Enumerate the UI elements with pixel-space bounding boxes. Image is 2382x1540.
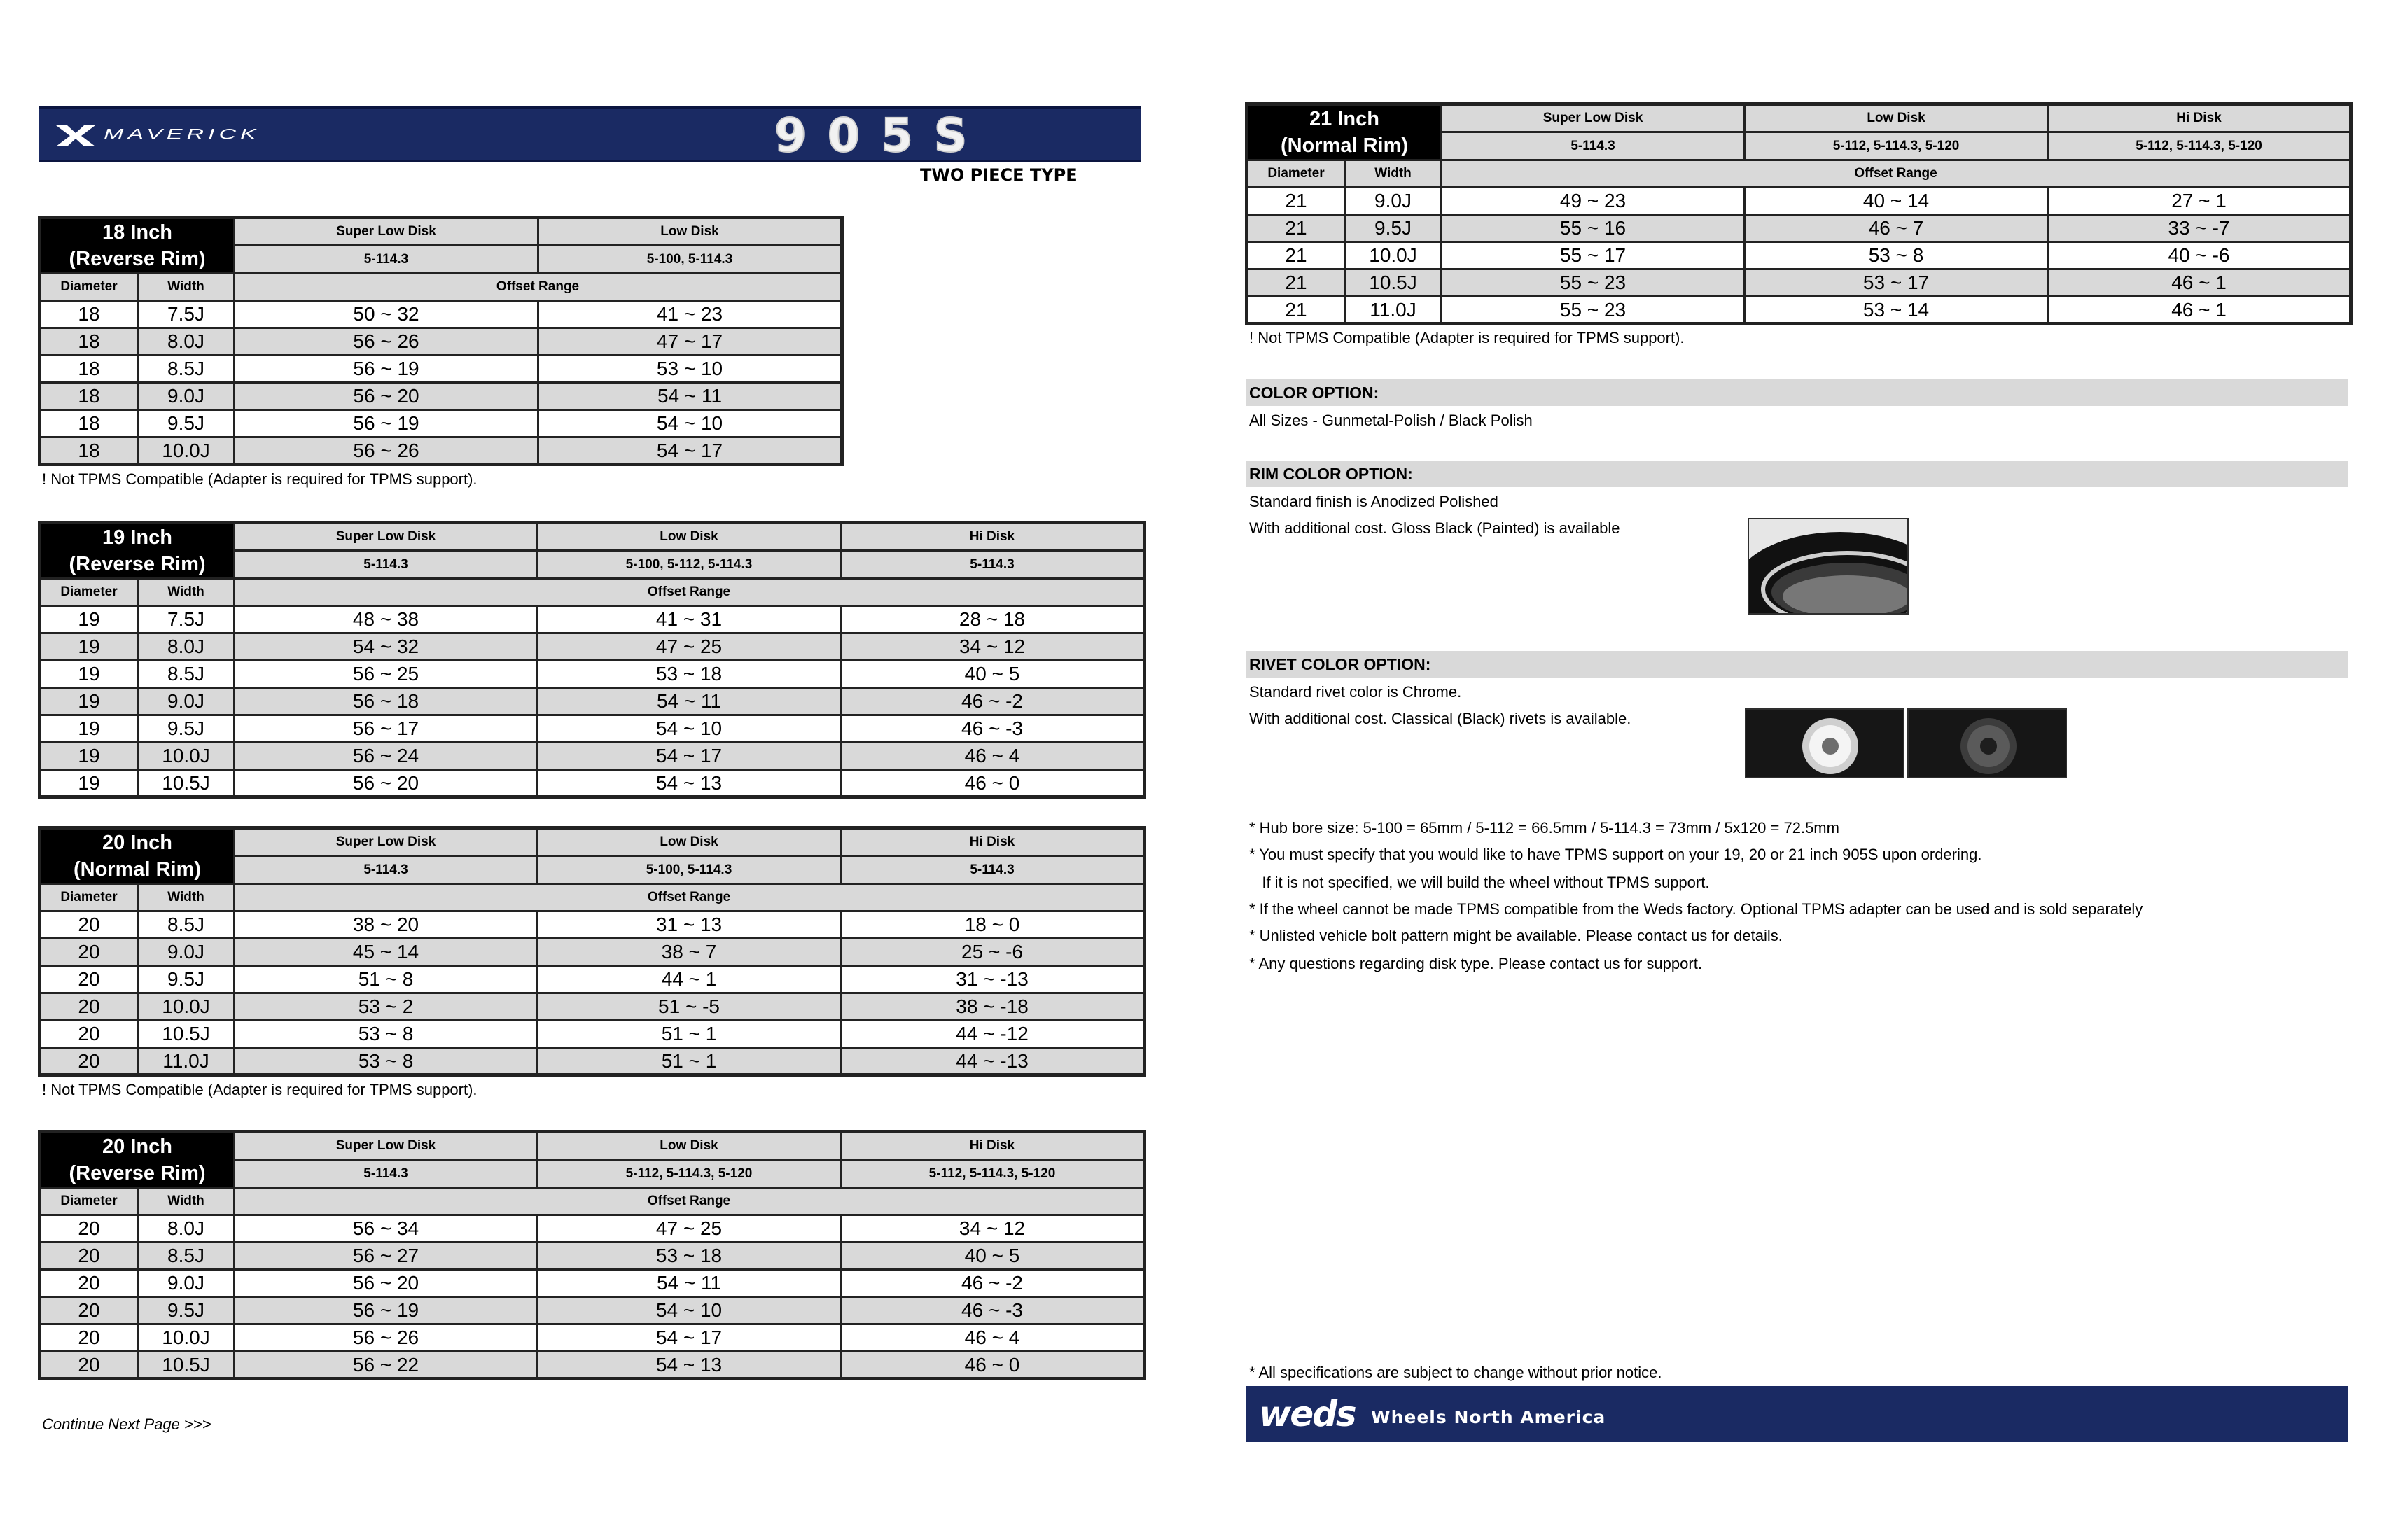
tpms-note-21: ! Not TPMS Compatible (Adapter is required for TPMS support). [1249,329,1685,346]
table-row [40,770,1145,797]
col-header-diameter: Diameter [1247,160,1345,188]
col-header-offset-range: Offset Range [1442,160,2351,188]
table-cell: 53 ~ 8 [235,1021,538,1048]
table-cell: 47 ~ 25 [538,1215,841,1242]
table-cell: 44 ~ -12 [841,1021,1145,1048]
col-header-width: Width [138,1188,235,1215]
table-cell: 9.0J [138,1270,235,1297]
table-cell: 21 [1247,242,1345,270]
table-cell: 34 ~ 12 [841,634,1145,661]
table-row [40,1324,1145,1352]
table-cell: 46 ~ 4 [841,1324,1145,1352]
table-cell: 19 [40,743,138,770]
table-cell: 41 ~ 31 [538,606,841,634]
table-cell: 19 [40,661,138,688]
table-cell: 19 [40,606,138,634]
table-cell: 46 ~ 0 [841,1352,1145,1379]
table-cell: 54 ~ 17 [538,1324,841,1352]
table-cell: 9.0J [138,688,235,715]
pcd-hi: 5-114.3 [841,856,1145,884]
col-header-low: Low Disk [538,1132,841,1160]
pcd-low: 5-100, 5-114.3 [538,856,841,884]
table-cell: 56 ~ 34 [235,1215,538,1242]
black-rivet-image [1907,708,2067,778]
table-cell: 20 [40,1352,138,1379]
table-row [40,966,1145,993]
col-header-hi: Hi Disk [841,1132,1145,1160]
table-cell: 46 ~ 1 [2048,297,2351,324]
table-cell: 27 ~ 1 [2048,188,2351,215]
col-header-low: Low Disk [538,523,841,551]
table-cell: 56 ~ 26 [235,328,538,356]
table-row [40,1242,1145,1270]
table-cell: 10.5J [138,1021,235,1048]
table-cell: 18 [40,328,138,356]
pcd-low: 5-100, 5-112, 5-114.3 [538,551,841,579]
col-header-super-low: Super Low Disk [235,828,538,856]
footnote-tpms-adapter: * If the wheel cannot be made TPMS compatible from the Weds factory. Optional TPMS adapter can be used and is sold separately [1249,900,2143,918]
table-cell: 20 [40,1270,138,1297]
pcd-super-low: 5-114.3 [235,246,538,274]
table-cell: 18 [40,301,138,328]
table-cell: 56 ~ 20 [235,383,538,410]
table-cell: 38 ~ 20 [235,911,538,939]
table-cell: 56 ~ 26 [235,1324,538,1352]
table-row [40,661,1145,688]
table-row [40,383,842,410]
table-cell: 8.5J [138,1242,235,1270]
table-cell: 54 ~ 17 [538,438,842,465]
table-row [40,993,1145,1021]
table-row [40,634,1145,661]
footnote-bolt-pattern: * Unlisted vehicle bolt pattern might be available. Please contact us for details. [1249,927,1783,944]
table-title: 20 Inch (Reverse Rim) [40,1132,235,1188]
table-cell: 10.0J [1345,242,1442,270]
spec-table-20-inch-normal [38,826,1146,1077]
table-cell: 54 ~ 10 [538,715,841,743]
table-cell: 31 ~ -13 [841,966,1145,993]
table-row [40,1297,1145,1324]
table-cell: 54 ~ 10 [538,410,842,438]
table-cell: 20 [40,993,138,1021]
footer-banner [1246,1386,2348,1442]
table-cell: 21 [1247,215,1345,242]
footnote-disk-type: * Any questions regarding disk type. Please contact us for support. [1249,955,1702,972]
table-cell: 8.0J [138,634,235,661]
table-cell: 10.0J [138,1324,235,1352]
table-cell: 55 ~ 16 [1442,215,1745,242]
table-cell: 53 ~ 10 [538,356,842,383]
spec-table-20-inch-reverse [38,1130,1146,1380]
col-header-offset-range: Offset Range [235,579,1145,606]
table-cell: 56 ~ 27 [235,1242,538,1270]
table-row [40,328,842,356]
pcd-hi: 5-112, 5-114.3, 5-120 [2048,132,2351,160]
pcd-super-low: 5-114.3 [235,551,538,579]
table-cell: 8.5J [138,356,235,383]
continue-next-page: Continue Next Page >>> [42,1415,211,1433]
col-header-hi: Hi Disk [841,523,1145,551]
table-cell: 18 [40,438,138,465]
table-row [40,301,842,328]
table-cell: 20 [40,966,138,993]
maverick-x-icon [55,124,97,148]
table-cell: 46 ~ 4 [841,743,1145,770]
table-row [1247,242,2351,270]
col-header-diameter: Diameter [40,1188,138,1215]
table-cell: 54 ~ 13 [538,1352,841,1379]
col-header-diameter: Diameter [40,884,138,911]
table-cell: 53 ~ 14 [1745,297,2048,324]
rim-color-additional: With additional cost. Gloss Black (Painted) is available [1249,519,1620,537]
table-cell: 50 ~ 32 [235,301,538,328]
table-cell: 25 ~ -6 [841,939,1145,966]
col-header-diameter: Diameter [40,579,138,606]
table-cell: 47 ~ 25 [538,634,841,661]
table-cell: 54 ~ 11 [538,383,842,410]
table-title: 19 Inch (Reverse Rim) [40,523,235,579]
table-cell: 53 ~ 17 [1745,270,2048,297]
table-cell: 41 ~ 23 [538,301,842,328]
table-cell: 51 ~ -5 [538,993,841,1021]
model-name: 905S [774,108,989,162]
table-cell: 53 ~ 2 [235,993,538,1021]
table-cell: 8.0J [138,1215,235,1242]
footnote-tpms-default: If it is not specified, we will build the wheel without TPMS support. [1249,874,1710,891]
table-cell: 54 ~ 17 [538,743,841,770]
table-cell: 34 ~ 12 [841,1215,1145,1242]
table-cell: 56 ~ 20 [235,770,538,797]
table-cell: 46 ~ 1 [2048,270,2351,297]
table-cell: 56 ~ 18 [235,688,538,715]
table-cell: 48 ~ 38 [235,606,538,634]
pcd-low: 5-100, 5-114.3 [538,246,842,274]
table-cell: 51 ~ 8 [235,966,538,993]
table-cell: 18 ~ 0 [841,911,1145,939]
table-cell: 55 ~ 17 [1442,242,1745,270]
table-cell: 55 ~ 23 [1442,270,1745,297]
table-cell: 10.5J [1345,270,1442,297]
table-title: 21 Inch (Normal Rim) [1247,104,1442,160]
table-cell: 21 [1247,188,1345,215]
color-option-heading: COLOR OPTION: [1246,379,2348,406]
chrome-rivet-image [1745,708,1904,778]
table-row [40,1352,1145,1379]
spec-table-19-inch [38,521,1146,799]
col-header-super-low: Super Low Disk [235,1132,538,1160]
table-cell: 46 ~ 0 [841,770,1145,797]
table-cell: 9.5J [138,966,235,993]
pcd-super-low: 5-114.3 [1442,132,1745,160]
table-cell: 46 ~ -2 [841,688,1145,715]
table-row [40,743,1145,770]
tpms-note-18: ! Not TPMS Compatible (Adapter is required for TPMS support). [42,470,478,488]
col-header-width: Width [138,884,235,911]
table-cell: 19 [40,634,138,661]
pcd-super-low: 5-114.3 [235,1160,538,1188]
table-cell: 10.0J [138,993,235,1021]
table-cell: 53 ~ 18 [538,1242,841,1270]
table-cell: 20 [40,1324,138,1352]
table-cell: 56 ~ 20 [235,1270,538,1297]
table-cell: 46 ~ -2 [841,1270,1145,1297]
table-cell: 49 ~ 23 [1442,188,1745,215]
table-row [40,606,1145,634]
table-cell: 7.5J [138,606,235,634]
table-cell: 9.5J [138,410,235,438]
subtitle: TWO PIECE TYPE [920,165,1078,185]
tpms-note-20-normal: ! Not TPMS Compatible (Adapter is required for TPMS support). [42,1081,478,1098]
table-cell: 20 [40,1021,138,1048]
table-cell: 9.5J [138,1297,235,1324]
table-cell: 20 [40,1215,138,1242]
table-cell: 9.5J [138,715,235,743]
table-cell: 56 ~ 17 [235,715,538,743]
pcd-low: 5-112, 5-114.3, 5-120 [1745,132,2048,160]
table-cell: 54 ~ 10 [538,1297,841,1324]
table-row [1247,297,2351,324]
table-cell: 18 [40,356,138,383]
table-cell: 40 ~ 14 [1745,188,2048,215]
table-row [40,1270,1145,1297]
weds-logo: weds [1259,1394,1356,1434]
table-cell: 40 ~ -6 [2048,242,2351,270]
table-cell: 18 [40,410,138,438]
table-cell: 56 ~ 22 [235,1352,538,1379]
table-title: 18 Inch (Reverse Rim) [40,218,235,274]
table-cell: 47 ~ 17 [538,328,842,356]
rivet-color-additional: With additional cost. Classical (Black) rivets is available. [1249,710,1631,727]
table-cell: 9.0J [138,383,235,410]
table-row [1247,215,2351,242]
pcd-low: 5-112, 5-114.3, 5-120 [538,1160,841,1188]
rivet-color-standard: Standard rivet color is Chrome. [1249,683,1462,701]
table-cell: 20 [40,1242,138,1270]
table-cell: 44 ~ 1 [538,966,841,993]
table-row [1247,270,2351,297]
table-cell: 54 ~ 11 [538,688,841,715]
table-row [40,1048,1145,1075]
table-cell: 18 [40,383,138,410]
spec-table-21-inch [1245,102,2353,326]
rim-color-standard: Standard finish is Anodized Polished [1249,493,1498,510]
table-cell: 40 ~ 5 [841,661,1145,688]
col-header-width: Width [138,274,235,301]
col-header-offset-range: Offset Range [235,274,842,301]
table-cell: 46 ~ -3 [841,1297,1145,1324]
table-cell: 38 ~ 7 [538,939,841,966]
table-cell: 20 [40,1297,138,1324]
table-cell: 45 ~ 14 [235,939,538,966]
table-cell: 46 ~ -3 [841,715,1145,743]
table-cell: 56 ~ 19 [235,1297,538,1324]
pcd-super-low: 5-114.3 [235,856,538,884]
table-cell: 33 ~ -7 [2048,215,2351,242]
table-cell: 7.5J [138,301,235,328]
rivet-color-option-heading: RIVET COLOR OPTION: [1246,651,2348,678]
table-row [40,911,1145,939]
table-cell: 8.5J [138,911,235,939]
table-cell: 19 [40,770,138,797]
table-cell: 9.5J [1345,215,1442,242]
table-cell: 20 [40,1048,138,1075]
table-cell: 19 [40,715,138,743]
col-header-super-low: Super Low Disk [1442,104,1745,132]
table-cell: 56 ~ 19 [235,410,538,438]
col-header-low: Low Disk [538,828,841,856]
gloss-black-rim-image [1748,518,1909,615]
table-row [40,939,1145,966]
table-cell: 53 ~ 18 [538,661,841,688]
col-header-hi: Hi Disk [841,828,1145,856]
table-cell: 38 ~ -18 [841,993,1145,1021]
table-row [1247,188,2351,215]
table-cell: 10.5J [138,1352,235,1379]
table-cell: 28 ~ 18 [841,606,1145,634]
table-cell: 53 ~ 8 [1745,242,2048,270]
table-row [40,1021,1145,1048]
table-cell: 54 ~ 32 [235,634,538,661]
table-cell: 11.0J [1345,297,1442,324]
col-header-super-low: Super Low Disk [235,523,538,551]
col-header-offset-range: Offset Range [235,884,1145,911]
table-cell: 21 [1247,270,1345,297]
table-cell: 10.0J [138,743,235,770]
disclaimer: * All specifications are subject to change without prior notice. [1249,1364,1662,1381]
table-cell: 53 ~ 8 [235,1048,538,1075]
col-header-diameter: Diameter [40,274,138,301]
table-cell: 20 [40,939,138,966]
table-cell: 19 [40,688,138,715]
col-header-width: Width [1345,160,1442,188]
table-row [40,438,842,465]
table-row [40,688,1145,715]
table-cell: 8.0J [138,328,235,356]
table-cell: 11.0J [138,1048,235,1075]
table-cell: 8.5J [138,661,235,688]
table-title: 20 Inch (Normal Rim) [40,828,235,884]
col-header-width: Width [138,579,235,606]
table-row [40,410,842,438]
table-cell: 51 ~ 1 [538,1021,841,1048]
table-cell: 56 ~ 19 [235,356,538,383]
table-cell: 10.5J [138,770,235,797]
table-row [40,356,842,383]
table-cell: 56 ~ 25 [235,661,538,688]
table-cell: 20 [40,911,138,939]
pcd-hi: 5-112, 5-114.3, 5-120 [841,1160,1145,1188]
table-cell: 54 ~ 11 [538,1270,841,1297]
table-cell: 54 ~ 13 [538,770,841,797]
footnote-hub-bore: * Hub bore size: 5-100 = 65mm / 5-112 = 66.5mm / 5-114.3 = 73mm / 5x120 = 72.5mm [1249,819,1839,836]
table-cell: 9.0J [138,939,235,966]
footer-text: Wheels North America [1371,1407,1606,1427]
color-option-text: All Sizes - Gunmetal-Polish / Black Polish [1249,412,1533,429]
table-cell: 44 ~ -13 [841,1048,1145,1075]
table-row [40,1215,1145,1242]
pcd-hi: 5-114.3 [841,551,1145,579]
spec-table-18-inch [38,216,844,466]
header-banner [39,106,1141,162]
table-cell: 56 ~ 24 [235,743,538,770]
table-row [40,715,1145,743]
col-header-low: Low Disk [1745,104,2048,132]
table-cell: 46 ~ 7 [1745,215,2048,242]
rim-color-option-heading: RIM COLOR OPTION: [1246,461,2348,487]
brand-logo-text: MAVERICK [104,125,260,143]
table-cell: 55 ~ 23 [1442,297,1745,324]
table-cell: 21 [1247,297,1345,324]
footnote-tpms-specify: * You must specify that you would like to have TPMS support on your 19, 20 or 21 inch 905S upon ordering. [1249,846,1982,863]
col-header-low: Low Disk [538,218,842,246]
col-header-hi: Hi Disk [2048,104,2351,132]
table-cell: 51 ~ 1 [538,1048,841,1075]
table-cell: 10.0J [138,438,235,465]
table-cell: 40 ~ 5 [841,1242,1145,1270]
col-header-super-low: Super Low Disk [235,218,538,246]
table-cell: 9.0J [1345,188,1442,215]
table-cell: 56 ~ 26 [235,438,538,465]
col-header-offset-range: Offset Range [235,1188,1145,1215]
table-cell: 31 ~ 13 [538,911,841,939]
